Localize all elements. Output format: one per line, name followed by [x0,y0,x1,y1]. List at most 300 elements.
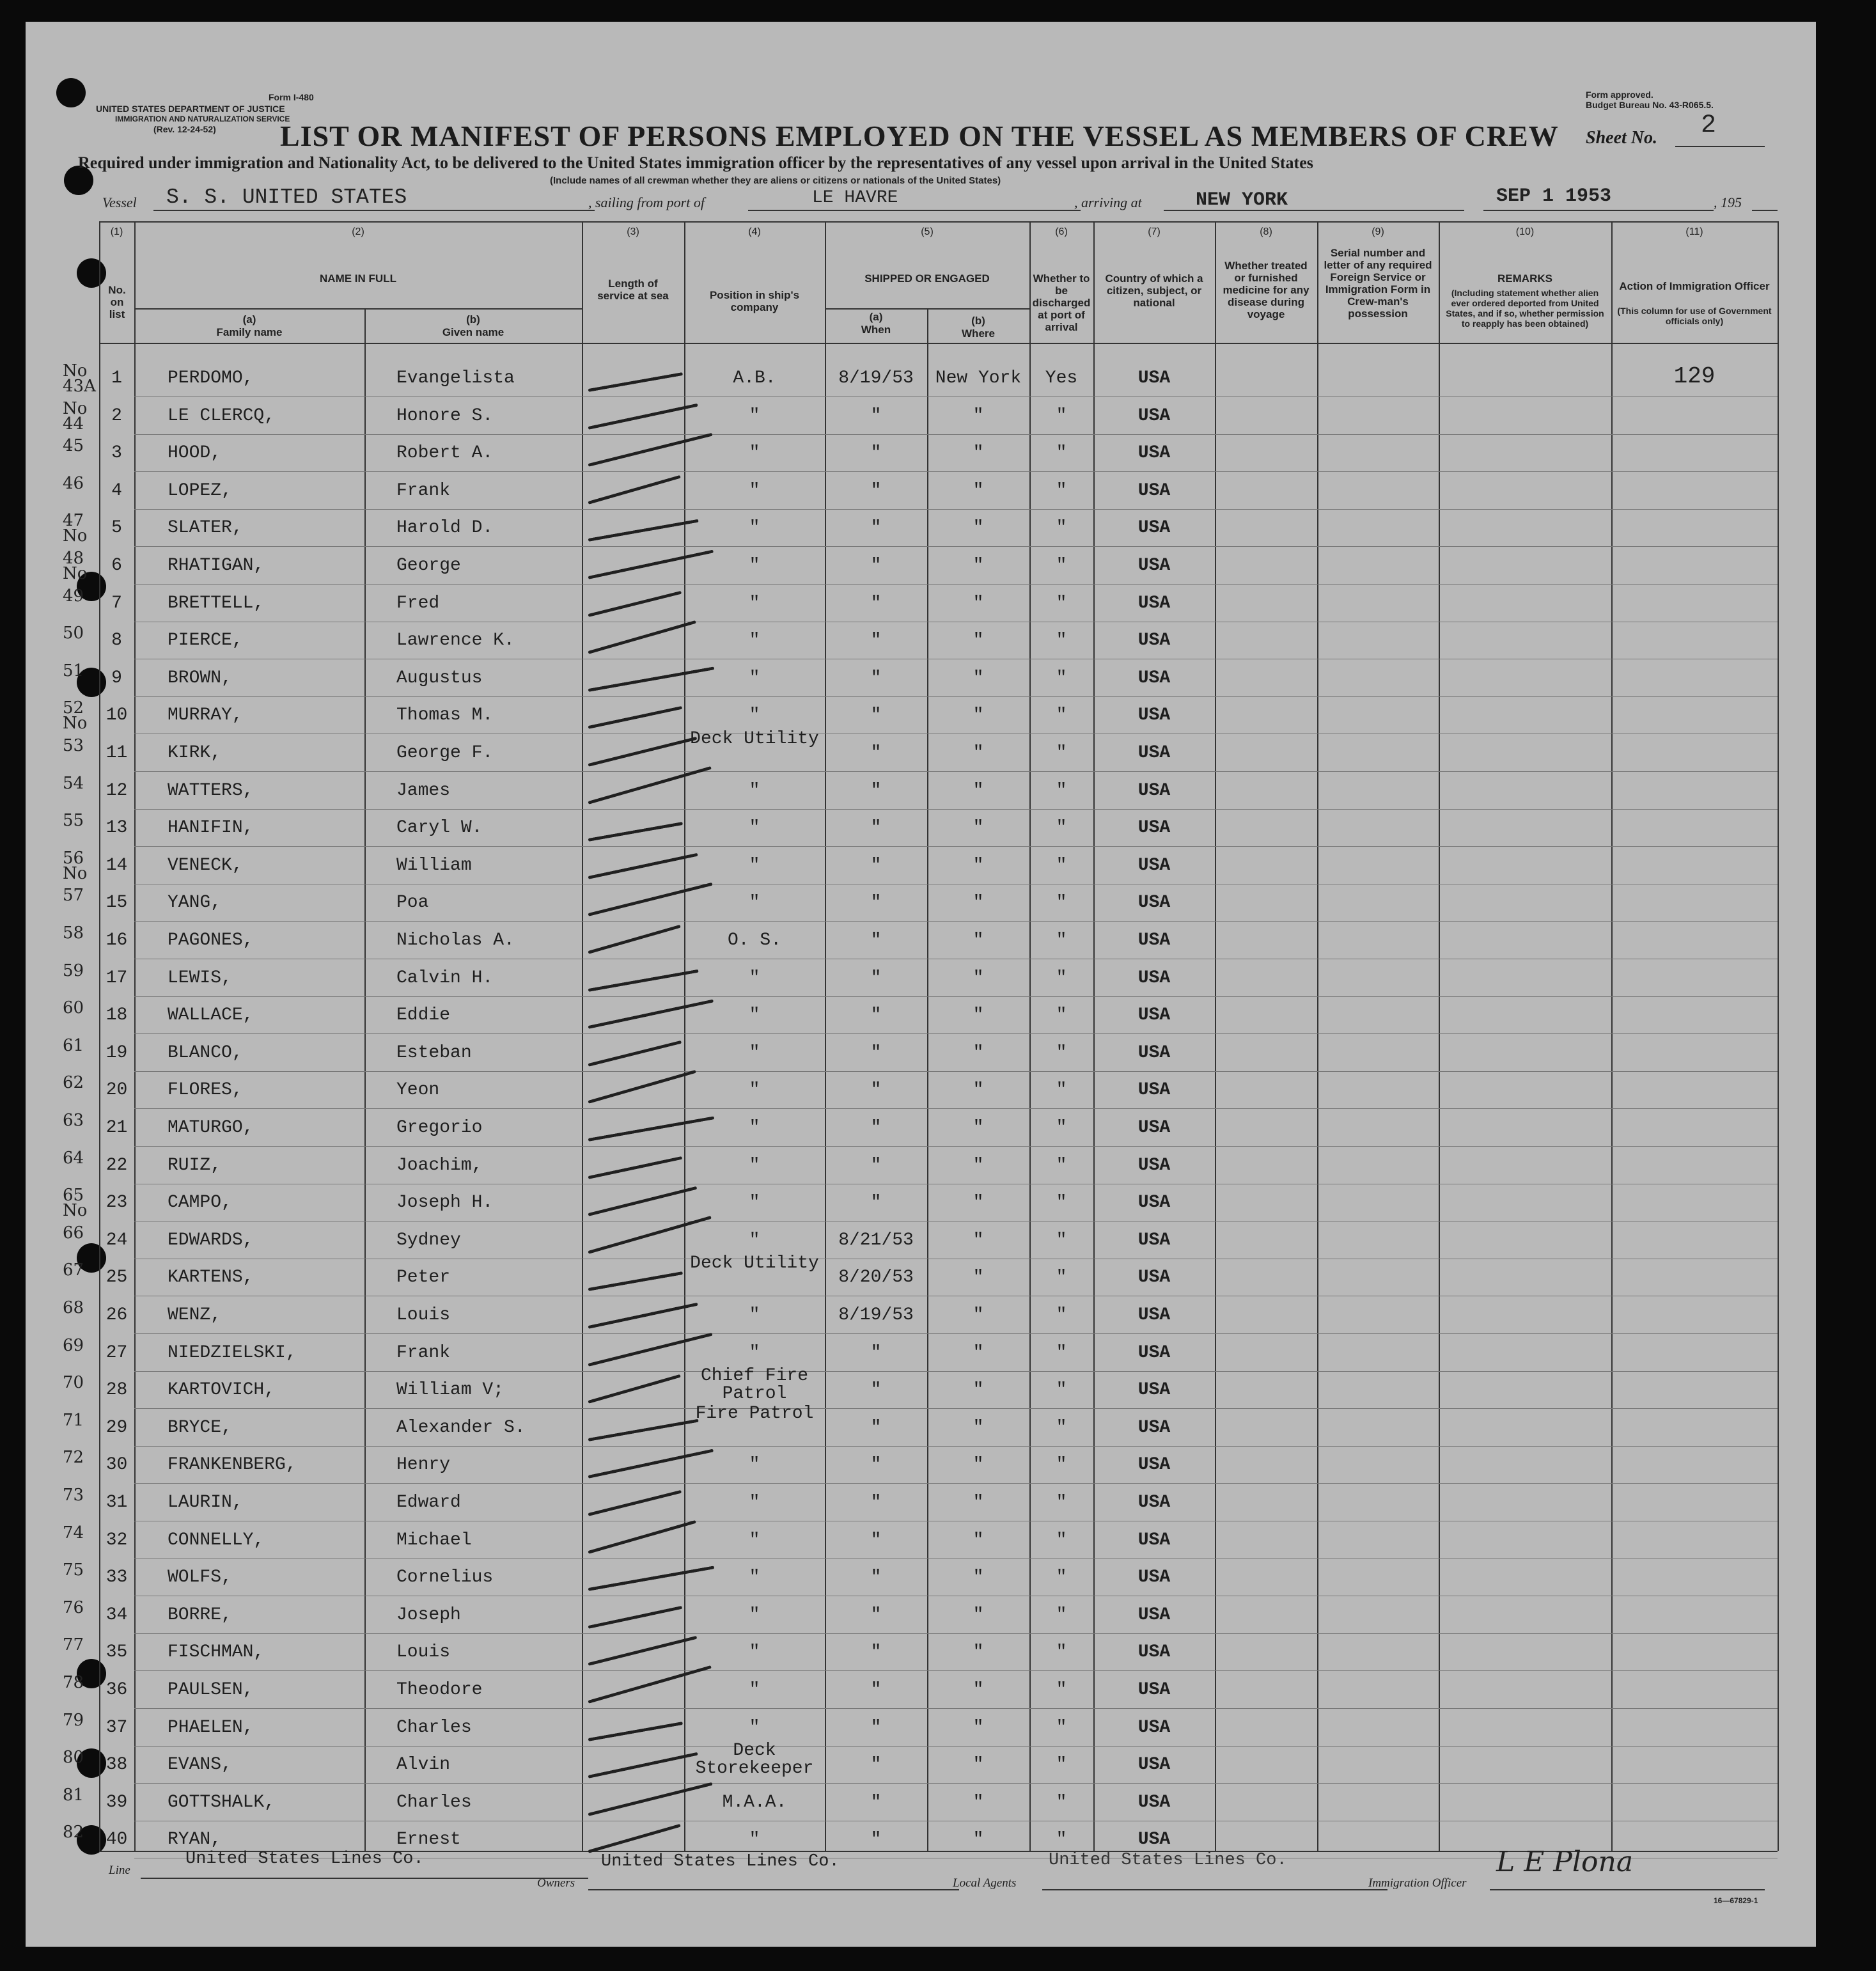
cell-family: PHAELEN, [168,1717,254,1738]
cell-where: New York [935,368,1022,388]
cell-when: " [870,1118,882,1138]
vessel-label: Vessel [102,194,137,210]
cell-given: Peter [396,1268,451,1288]
cell-no: 38 [106,1755,128,1775]
cell-position: " [749,1717,760,1738]
cell-family: LEWIS, [168,968,232,988]
margin-annotation: 77 [63,1635,84,1655]
col-family-name: Family name [216,326,283,338]
cell-given: Alexander S. [396,1417,526,1438]
cell-when: " [870,518,882,538]
cell-where: " [973,1530,984,1550]
sailing-label: , sailing from port of [588,194,705,210]
cell-given: Nicholas A. [396,931,515,950]
cell-country: USA [1137,405,1171,426]
cell-position: " [749,668,760,688]
cell-when: " [870,593,882,613]
cell-given: Yeon [396,1080,440,1101]
cell-when: " [870,405,882,426]
cell-position: " [749,780,760,801]
margin-annotation: 62 [63,1073,84,1093]
form-rev: (Rev. 12-24-52) [153,124,216,134]
cell-where: " [973,968,984,988]
cell-given: Joseph [396,1605,461,1625]
cell-country: USA [1137,1455,1171,1475]
margin-annotation: 55 [63,811,84,831]
cell-given: Charles [396,1792,472,1812]
margin-annotation: 61 [63,1035,84,1055]
col-length-of-service: Length of service at sea [597,278,669,302]
margin-annotation: 63 [63,1111,84,1130]
cell-no: 17 [106,968,128,988]
cell-position: Deck Utility [690,729,819,749]
cell-country: USA [1137,968,1171,988]
cell-where: " [973,1042,984,1063]
service-pen-mark [588,1156,682,1179]
cell-given: Charles [396,1717,472,1738]
service-pen-mark [588,1722,684,1741]
cell-family: WOLFS, [168,1567,232,1588]
cell-when: 8/20/53 [838,1268,914,1288]
cell-given: Fred [396,593,440,613]
cell-no: 18 [106,1005,128,1026]
cell-where: " [973,1605,984,1625]
cell-position: Deck Utility [690,1253,819,1274]
cell-country: USA [1137,893,1171,913]
cell-discharge: " [1056,1118,1067,1138]
form-dept: UNITED STATES DEPARTMENT OF JUSTICE [96,104,285,114]
cell-when: " [870,1380,882,1401]
cell-given: Alvin [396,1755,451,1775]
col-6-number: (6) [1055,226,1068,237]
cell-when: " [870,893,882,913]
cell-country: USA [1137,518,1171,538]
cell-where: " [973,480,984,501]
cell-when: " [870,1830,882,1850]
cell-family: RHATIGAN, [168,556,265,576]
cell-where: " [973,1642,984,1663]
service-pen-mark [588,1490,682,1516]
cell-no: 13 [106,818,128,838]
cell-where: " [973,1755,984,1775]
col-action-note: (This column for use of Government officials only) [1617,306,1772,326]
print-code: 16—67829-1 [1714,1896,1758,1905]
cell-family: SLATER, [168,518,243,538]
cell-no: 3 [111,443,122,464]
margin-annotation: 68 [63,1298,84,1317]
cell-given: William V; [396,1380,504,1401]
cell-position: Chief Fire Patrol [700,1366,809,1404]
cell-discharge: " [1056,1755,1067,1775]
cell-position: " [749,405,760,426]
cell-given: Caryl W. [396,818,483,838]
cell-when: " [870,631,882,651]
cell-country: USA [1137,1005,1171,1026]
cell-position: " [749,1305,760,1325]
cell-position: " [749,1493,760,1512]
cell-country: USA [1137,1830,1171,1850]
cell-where: " [973,705,984,726]
cell-given: Louis [396,1642,451,1663]
cell-family: BLANCO, [168,1042,243,1063]
margin-annotation: No 44 [63,398,88,434]
cell-given: Augustus [396,668,483,688]
cell-given: Louis [396,1305,451,1325]
cell-where: " [973,1342,984,1363]
cell-discharge: " [1056,1230,1067,1250]
line-value: United States Lines Co. [185,1849,424,1869]
cell-no: 24 [106,1230,128,1250]
service-pen-mark [588,1070,696,1104]
cell-country: USA [1137,743,1171,763]
cell-no: 39 [106,1792,128,1812]
margin-annotation: No 43A [63,361,96,396]
margin-annotation: 71 [63,1410,84,1430]
cell-discharge: " [1056,855,1067,876]
margin-annotation: 49 [63,586,84,606]
cell-family: BORRE, [168,1605,232,1625]
cell-where: " [973,1193,984,1213]
cell-no: 29 [106,1417,128,1438]
cell-family: MURRAY, [168,705,243,726]
cell-country: USA [1137,1642,1171,1663]
cell-when: " [870,443,882,464]
cell-where: " [973,743,984,763]
cell-no: 28 [106,1380,128,1401]
cell-discharge: " [1056,1193,1067,1213]
cell-no: 36 [106,1680,128,1700]
cell-when: " [870,1680,882,1700]
cell-country: USA [1137,780,1171,801]
cell-family: HOOD, [168,443,222,464]
service-pen-mark [588,475,681,505]
margin-annotation: 78 [63,1673,84,1692]
cell-given: George F. [396,743,494,763]
cell-discharge: " [1056,1530,1067,1550]
col-5-number: (5) [921,226,934,237]
cell-no: 1 [111,368,122,388]
cell-no: 5 [111,518,122,538]
cell-position: " [749,1642,760,1663]
cell-position: O. S. [727,931,781,950]
cell-when: " [870,705,882,726]
cell-given: Joseph H. [396,1193,494,1213]
cell-family: FISCHMAN, [168,1642,265,1663]
cell-discharge: " [1056,968,1067,988]
cell-position: " [749,818,760,838]
cell-where: " [973,1680,984,1700]
cell-family: KARTENS, [168,1268,254,1288]
cell-position: M.A.A. [722,1792,787,1812]
service-pen-mark [588,925,681,954]
arrival-port: NEW YORK [1196,189,1288,211]
col-3-number: (3) [627,226,639,237]
form-number: Form I-480 [269,92,314,102]
service-pen-mark [588,1752,698,1779]
cell-family: FRANKENBERG, [168,1455,297,1475]
cell-position: " [749,518,760,538]
cell-position: " [749,1530,760,1550]
cell-country: USA [1137,593,1171,613]
col-no-on-list: No. on list [108,284,126,320]
cell-family: CONNELLY, [168,1530,265,1550]
cell-no: 27 [106,1342,128,1363]
cell-discharge: " [1056,1305,1067,1325]
cell-discharge: " [1056,593,1067,613]
cell-no: 15 [106,893,128,913]
cell-country: USA [1137,1755,1171,1775]
col-where-letter: (b) [971,315,985,327]
cell-given: Frank [396,480,451,501]
col-given-letter: (b) [466,313,480,326]
cell-given: Harold D. [396,518,494,538]
cell-position: " [749,855,760,876]
cell-country: USA [1137,1417,1171,1438]
cell-when: " [870,1005,882,1026]
cell-discharge: " [1056,1080,1067,1101]
cell-discharge: " [1056,931,1067,950]
service-pen-mark [588,1418,699,1441]
officer-signature: L E Plona [1496,1846,1634,1878]
cell-country: USA [1137,1042,1171,1063]
margin-annotation: 79 [63,1710,84,1730]
cell-when: " [870,480,882,501]
cell-country: USA [1137,1493,1171,1512]
col-family-letter: (a) [242,313,256,326]
margin-annotation: 67 [63,1260,84,1280]
col-medicine: Whether treated or furnished medicine for any disease during voyage [1223,260,1309,320]
cell-where: " [973,1717,984,1738]
cell-no: 35 [106,1642,128,1663]
cell-where: " [973,1268,984,1288]
cell-given: Esteban [396,1042,472,1063]
col-7-number: (7) [1148,226,1161,237]
cell-when: " [870,1155,882,1175]
cell-position: " [749,705,760,726]
margin-annotation: 54 [63,773,84,793]
budget-bureau: Budget Bureau No. 43-R065.5. [1586,100,1714,110]
cell-family: YANG, [168,893,222,913]
cell-position: " [749,1680,760,1700]
cell-given: Sydney [396,1230,461,1250]
cell-position: " [749,1567,760,1588]
cell-discharge: Yes [1045,368,1078,388]
cell-country: USA [1137,1380,1171,1401]
cell-country: USA [1137,1342,1171,1363]
service-pen-mark [588,1303,698,1329]
cell-country: USA [1137,480,1171,501]
cell-when: " [870,780,882,801]
cell-given: Henry [396,1455,451,1475]
immigration-officer-label: Immigration Officer [1368,1876,1467,1890]
service-pen-mark [588,852,698,879]
margin-annotation: 72 [63,1448,84,1468]
cell-when: " [870,1567,882,1588]
cell-country: USA [1137,1230,1171,1250]
margin-annotation: 59 [63,961,84,980]
cell-discharge: " [1056,1417,1067,1438]
cell-country: USA [1137,1567,1171,1588]
margin-annotation: 66 [63,1223,84,1243]
cell-position: Deck Storekeeper [695,1741,814,1779]
margin-annotation: 58 [63,923,84,943]
cell-family: RYAN, [168,1830,222,1850]
col-4-number: (4) [748,226,761,237]
cell-no: 37 [106,1717,128,1738]
cell-no: 12 [106,780,128,801]
cell-country: USA [1137,1680,1171,1700]
margin-annotation: 45 [63,436,84,456]
cell-country: USA [1137,818,1171,838]
cell-position: " [749,480,760,501]
local-agents-value: United States Lines Co. [1049,1851,1287,1870]
cell-family: PAGONES, [168,931,254,950]
cell-discharge: " [1056,705,1067,726]
cell-when: " [870,1080,882,1101]
cell-when: 8/21/53 [838,1230,914,1250]
cell-no: 9 [111,668,122,688]
cell-family: PERDOMO, [168,368,254,388]
cell-where: " [973,1567,984,1588]
col-when: When [861,324,891,336]
cell-family: WALLACE, [168,1005,254,1026]
service-pen-mark [588,403,698,429]
cell-no: 8 [111,631,122,651]
margin-annotation: 75 [63,1560,84,1580]
cell-no: 16 [106,931,128,950]
cell-country: USA [1137,1792,1171,1812]
cell-when: 8/19/53 [838,1305,914,1325]
cell-family: KARTOVICH, [168,1380,276,1401]
cell-where: " [973,518,984,538]
cell-when: " [870,1642,882,1663]
cell-position: " [749,593,760,613]
cell-discharge: " [1056,1380,1067,1401]
margin-annotation: 52 No [63,698,88,734]
page-title: LIST OR MANIFEST OF PERSONS EMPLOYED ON THE VESSEL AS MEMBERS OF CREW [280,120,1559,152]
service-pen-mark [588,1271,684,1291]
cell-given: Ernest [396,1830,461,1850]
cell-when: " [870,1493,882,1512]
cell-when: " [870,931,882,950]
cell-given: James [396,780,451,801]
cell-where: " [973,668,984,688]
cell-no: 21 [106,1118,128,1138]
cell-given: Eddie [396,1005,451,1026]
margin-annotation: 57 [63,886,84,906]
owners-value: United States Lines Co. [601,1852,840,1871]
punch-hole [56,78,86,107]
cell-family: LOPEZ, [168,480,232,501]
cell-family: KIRK, [168,743,222,763]
cell-country: USA [1137,556,1171,576]
cell-no: 2 [111,405,122,426]
subtitle: Required under immigration and Nationality Act, to be delivered to the United States immigration officer by the representatives of any vessel upon arrival in the United States [78,153,1313,172]
cell-no: 20 [106,1080,128,1101]
include-note: (Include names of all crewman whether they are aliens or citizens or nationals of the United States) [550,175,1001,186]
cell-when: " [870,668,882,688]
cell-no: 4 [111,480,122,501]
cell-family: PAULSEN, [168,1680,254,1700]
cell-when: " [870,1530,882,1550]
cell-country: USA [1137,931,1171,950]
col-action: Action of Immigration Officer [1619,280,1770,292]
margin-annotation: 47 No [63,511,88,546]
cell-no: 11 [106,743,128,763]
form-service: IMMIGRATION AND NATURALIZATION SERVICE [115,114,290,123]
cell-country: USA [1137,1305,1171,1325]
col-position: Position in ship's company [709,289,800,313]
cell-position: " [749,1155,760,1175]
cell-country: USA [1137,855,1171,876]
cell-discharge: " [1056,480,1067,501]
cell-discharge: " [1056,1567,1067,1588]
cell-given: Robert A. [396,443,494,464]
cell-position: " [749,556,760,576]
cell-given: Lawrence K. [396,631,515,651]
cell-given: Calvin H. [396,968,494,988]
cell-no: 14 [106,855,128,876]
cell-discharge: " [1056,1493,1067,1512]
cell-where: " [973,1155,984,1175]
cell-position: " [749,443,760,464]
service-pen-mark [588,1374,681,1404]
cell-discharge: " [1056,818,1067,838]
cell-no: 32 [106,1530,128,1550]
cell-where: " [973,1455,984,1475]
col-10-number: (10) [1515,226,1535,237]
cell-no: 33 [106,1567,128,1588]
year-label: , 195 [1714,194,1742,210]
col-8-number: (8) [1260,226,1272,237]
cell-country: USA [1137,631,1171,651]
col-9-number: (9) [1372,226,1384,237]
cell-when: " [870,818,882,838]
cell-given: George [396,556,461,576]
service-pen-mark [588,1040,682,1067]
vessel-name: S. S. UNITED STATES [166,185,407,209]
cell-given: Theodore [396,1680,483,1700]
cell-discharge: " [1056,1042,1067,1063]
cell-when: " [870,1342,882,1363]
cell-country: USA [1137,668,1171,688]
cell-when: " [870,1717,882,1738]
cell-where: " [973,631,984,651]
col-shipped-engaged: SHIPPED OR ENGAGED [864,272,990,285]
cell-discharge: " [1056,518,1067,538]
cell-country: USA [1137,1080,1171,1101]
cell-when: " [870,743,882,763]
cell-family: CAMPO, [168,1193,232,1213]
cell-when: " [870,968,882,988]
col-2-number: (2) [352,226,364,237]
cell-country: USA [1137,368,1171,388]
cell-family: NIEDZIELSKI, [168,1342,297,1363]
cell-country: USA [1137,1118,1171,1138]
cell-where: " [973,1380,984,1401]
cell-discharge: " [1056,631,1067,651]
cell-country: USA [1137,1530,1171,1550]
arrival-date: SEP 1 1953 [1496,185,1612,207]
cell-discharge: " [1056,780,1067,801]
cell-no: 7 [111,593,122,613]
cell-when: " [870,1417,882,1438]
cell-discharge: " [1056,1155,1067,1175]
margin-annotation: 46 [63,473,84,493]
cell-when: " [870,1605,882,1625]
cell-country: USA [1137,1605,1171,1625]
cell-family: VENECK, [168,855,243,876]
